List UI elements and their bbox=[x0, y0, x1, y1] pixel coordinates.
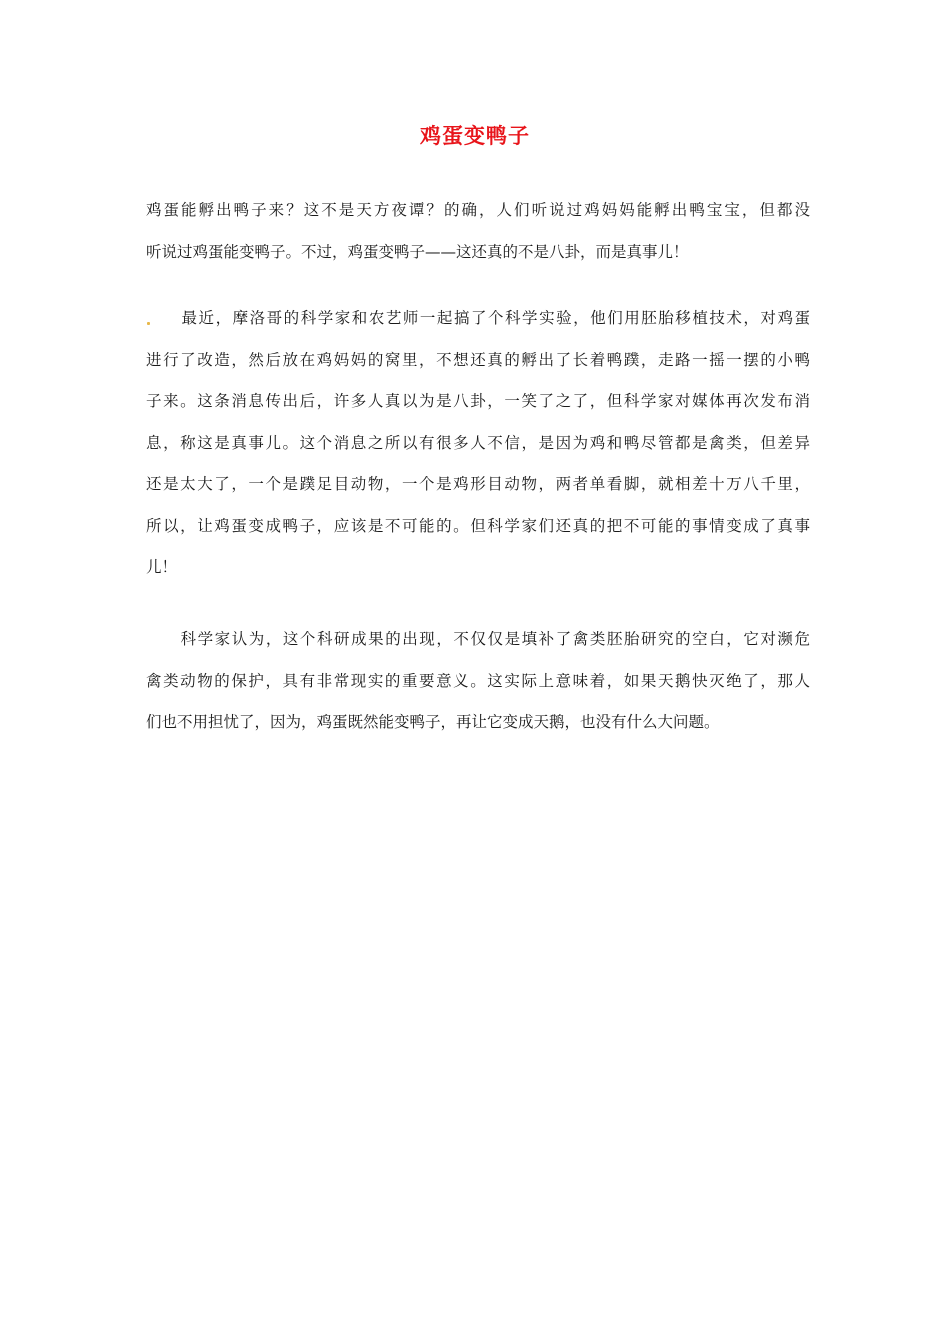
paragraph-line: 儿！ bbox=[146, 558, 178, 576]
paragraph-line: 禽类动物的保护，具有非常现实的重要意义。这实际上意味着，如果天鹅快灭绝了，那人 bbox=[146, 671, 810, 690]
paragraph-line-text: 科学家认为，这个科研成果的出现，不仅仅是填补了禽类胚胎研究的空白，它对濒危 bbox=[179, 630, 810, 648]
paragraph-line-first bbox=[146, 298, 810, 340]
paragraph-line: 听说过鸡蛋能变鸭子。不过，鸡蛋变鸭子——这还真的不是八卦，而是真事儿！ bbox=[146, 242, 689, 261]
paragraph-line: 息，称这是真事儿。这个消息之所以有很多人不信，是因为鸡和鸭尽管都是禽类，但差异 bbox=[146, 433, 810, 452]
paragraph-2 bbox=[146, 298, 810, 589]
paragraph-3 bbox=[146, 619, 810, 744]
paragraph-line-first bbox=[146, 619, 810, 661]
document-title: 鸡蛋变鸭子 bbox=[420, 124, 530, 148]
paragraph-line: 鸡蛋能孵出鸭子来？这不是天方夜谭？的确，人们听说过鸡妈妈能孵出鸭宝宝，但都没 bbox=[146, 201, 810, 219]
indent-marker bbox=[146, 298, 180, 340]
paragraph-line: 进行了改造，然后放在鸡妈妈的窝里，不想还真的孵出了长着鸭蹼，走路一摇一摆的小鸭 bbox=[146, 350, 810, 369]
paragraph-line: 所以，让鸡蛋变成鸭子，应该是不可能的。但科学家们还真的把不可能的事情变成了真事 bbox=[146, 516, 810, 535]
paragraph-line: 还是太大了，一个是蹼足目动物，一个是鸡形目动物，两者单看脚，就相差十万八千里， bbox=[146, 475, 810, 493]
paragraph-1 bbox=[146, 190, 810, 273]
paragraph-line: 子来。这条消息传出后，许多人真以为是八卦，一笑了之了，但科学家对媒体再次发布消 bbox=[146, 392, 810, 410]
revision-mark-icon bbox=[147, 322, 150, 325]
paragraph-line-text: 最近，摩洛哥的科学家和农艺师一起搞了个科学实验，他们用胚胎移植技术，对鸡蛋 bbox=[180, 309, 810, 327]
paragraph-line: 们也不用担忧了，因为，鸡蛋既然能变鸭子，再让它变成天鹅，也没有什么大问题。 bbox=[146, 713, 720, 731]
